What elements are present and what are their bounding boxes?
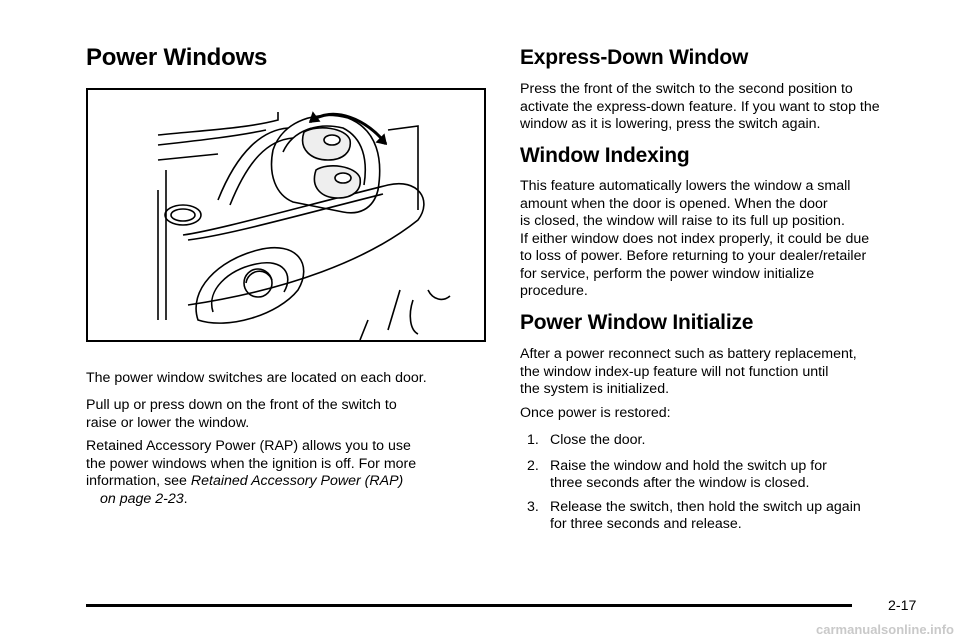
idx-line-3: is closed, the window will raise to its full up position. (520, 213, 845, 229)
rap-line-1: Retained Accessory Power (RAP) allows you to use (86, 438, 411, 454)
rap-line-4-period: . (183, 490, 188, 507)
page-title: Power Windows (86, 44, 268, 71)
once-power-restored: Once power is restored: (520, 405, 671, 421)
power-window-initialize-heading: Power Window Initialize (520, 311, 754, 334)
page-number: 2-17 (888, 598, 917, 614)
step-3-text-line-1: Release the switch, then hold the switch up again (550, 499, 861, 515)
step-2-text-line-1: Raise the window and hold the switch up for (550, 458, 827, 474)
rap-paragraph (86, 438, 416, 508)
step-2-number: 2. (527, 458, 539, 474)
rap-reference-link[interactable]: Retained Accessory Power (RAP) (190, 473, 404, 489)
rap-line-2: the power windows when the ignition is off. For more (86, 455, 417, 472)
rap-line-3: information, see (86, 473, 191, 489)
window-indexing-heading: Window Indexing (520, 144, 690, 167)
power-window-switch-illustration (86, 88, 486, 342)
idx-line-7: procedure. (520, 283, 588, 299)
express-line-3: window as it is lowering, press the switch again. (520, 116, 821, 132)
idx-line-6: for service, perform the power window initialize (520, 265, 815, 282)
init-line-1: After a power reconnect such as battery replacement, (520, 346, 857, 362)
watermark: carmanualsonline.info (816, 622, 954, 637)
express-down-heading: Express-Down Window (520, 46, 749, 69)
express-down-paragraph (520, 81, 880, 134)
express-line-2: activate the express-down feature. If you want to stop the (520, 98, 880, 115)
step-2-text-line-2: three seconds after the window is closed. (550, 475, 810, 491)
idx-line-2: amount when the door is opened. When the door (520, 195, 828, 212)
footer-rule (86, 604, 852, 607)
initialize-paragraph (520, 346, 857, 399)
express-line-1: Press the front of the switch to the second position to (520, 81, 853, 97)
pull-up-line-1: Pull up or press down on the front of the switch to (86, 397, 397, 413)
window-indexing-paragraph (520, 178, 869, 301)
idx-line-4: If either window does not index properly, it could be due (520, 230, 870, 247)
rap-page-reference-link[interactable]: on page 2-23 (100, 490, 184, 507)
step-3-text-line-2: for three seconds and release. (550, 516, 742, 532)
pull-up-line-2: raise or lower the window. (86, 414, 250, 431)
step-1-text: Close the door. (550, 432, 646, 448)
pull-up-paragraph (86, 397, 397, 432)
idx-line-1: This feature automatically lowers the window a small (520, 178, 851, 194)
intro-paragraph: The power window switches are located on each door. (86, 370, 427, 386)
init-line-2: the window index-up feature will not function until (520, 363, 829, 380)
step-3-number: 3. (527, 499, 539, 515)
idx-line-5: to loss of power. Before returning to your dealer/retailer (520, 248, 867, 264)
step-1-number: 1. (527, 432, 539, 448)
init-line-3: the system is initialized. (520, 381, 670, 397)
